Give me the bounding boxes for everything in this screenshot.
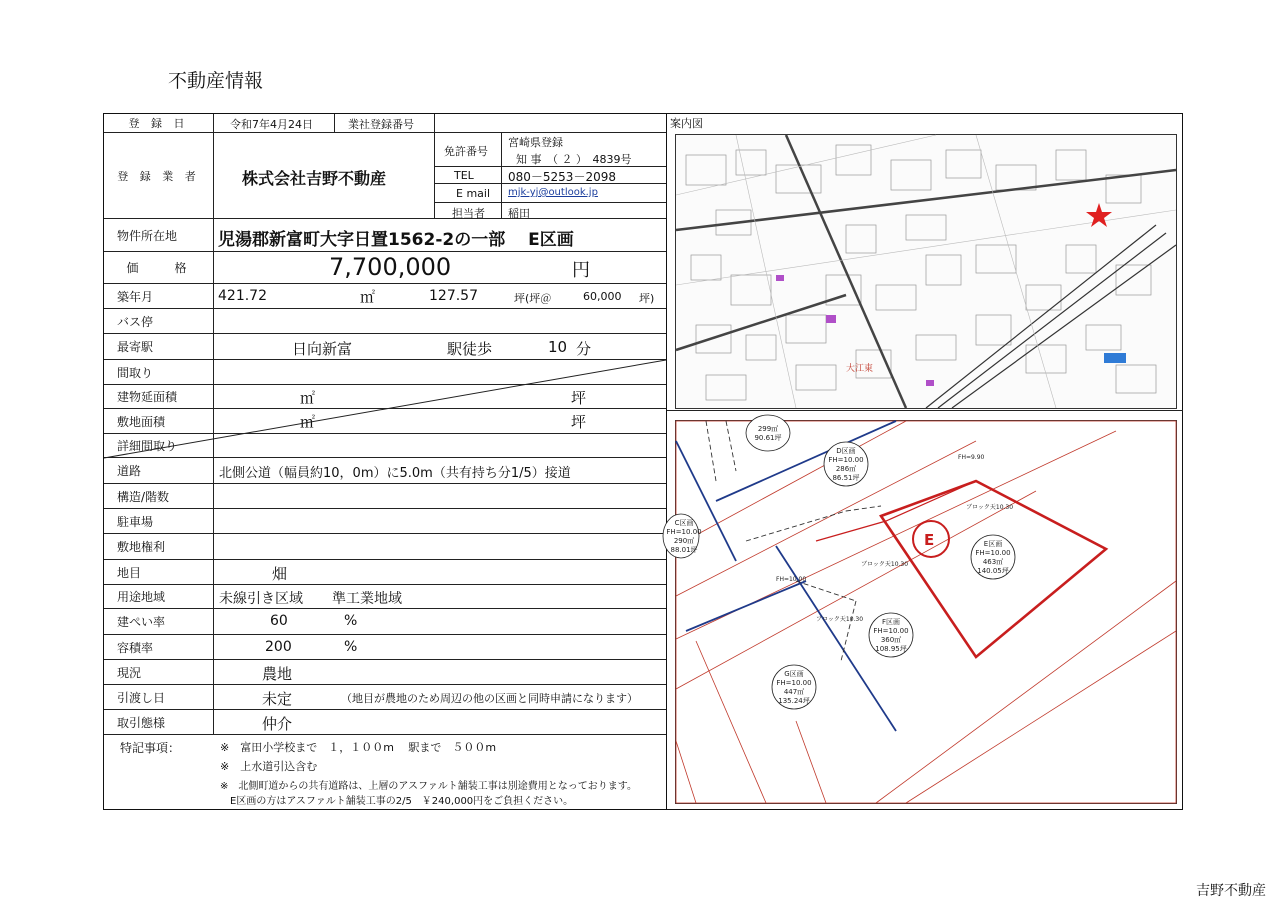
note-item: ※ 北側町道からの共有道路は、上層のアスファルト舗装工事は別途費用となっております。 xyxy=(220,781,637,792)
contact-label: 担当者 xyxy=(452,207,485,220)
floor-sqm-unit: ㎡ xyxy=(300,389,316,407)
price-unit: 円 xyxy=(572,260,590,281)
area-tsubo: 127.57 xyxy=(429,288,478,304)
price-label: 価 格 xyxy=(104,252,214,283)
landcat-value: 畑 xyxy=(272,565,288,583)
plot-plan[interactable] xyxy=(666,420,1177,804)
svg-text:108.95坪: 108.95坪 xyxy=(875,645,907,653)
map-sign: 大江東 xyxy=(846,364,874,374)
agent-label: 登 録 業 者 xyxy=(104,133,214,218)
svg-text:FH=10.00: FH=10.00 xyxy=(828,456,864,464)
notes-section xyxy=(104,735,666,809)
handover-value: 未定 xyxy=(262,690,293,708)
floor-area-label: 建物延面積 xyxy=(104,385,214,408)
svg-text:86.51坪: 86.51坪 xyxy=(832,474,860,482)
email-link[interactable]: mjk-yj@outlook.jp xyxy=(508,187,598,198)
sqm-unit: ㎡ xyxy=(360,288,376,306)
bcr-value: 60 xyxy=(270,613,288,629)
contact-value: 稲田 xyxy=(508,207,530,220)
bus-label: バス停 xyxy=(104,309,214,333)
location-map[interactable] xyxy=(675,134,1177,409)
svg-text:135.24坪: 135.24坪 xyxy=(778,697,810,705)
zoning-value-2: 準工業地域 xyxy=(332,591,402,607)
area-sqm: 421.72 xyxy=(218,288,267,304)
land-sqm-unit: ㎡ xyxy=(300,413,316,431)
bcr-unit: % xyxy=(344,613,358,629)
deal-value: 仲介 xyxy=(262,715,293,733)
tel-label: TEL xyxy=(454,169,474,182)
tsubo-price: 60,000 xyxy=(583,290,622,303)
svg-text:FH=10.00: FH=10.00 xyxy=(873,627,909,635)
structure-label: 構造/階数 xyxy=(104,484,214,508)
svg-text:ブロック天10.30: ブロック天10.30 xyxy=(966,504,1014,511)
note-item: E区画の方はアスファルト舗装工事の2/5 ￥240,000円をご負担ください。 xyxy=(220,796,574,807)
layout-label: 間取り xyxy=(104,360,214,384)
note-item: ※ 上水道引込含む xyxy=(220,760,318,773)
svg-text:FH=10.00: FH=10.00 xyxy=(776,576,807,583)
row-structure xyxy=(104,484,666,509)
svg-text:90.61坪: 90.61坪 xyxy=(754,434,782,442)
handover-note: （地目が農地のため周辺の他の区画と同時申請になります） xyxy=(341,692,638,705)
plot-e-label: E xyxy=(924,531,935,549)
station-value: 日向新富 xyxy=(292,340,353,358)
svg-text:ブロック天10.30: ブロック天10.30 xyxy=(861,561,909,568)
zoning-value-1: 未線引き区域 xyxy=(219,591,303,607)
tsubo-end: 坪) xyxy=(639,292,655,305)
notes-label: 特記事項： xyxy=(120,741,181,755)
status-label: 現況 xyxy=(104,660,214,684)
location-label: 物件所在地 xyxy=(104,219,214,251)
road-value: 北側公道（幅員約10，0m）に5.0m（共有持ち分1/5）接道 xyxy=(219,466,571,481)
page-title: 不動産情報 xyxy=(168,70,264,92)
status-value: 農地 xyxy=(262,665,293,683)
far-unit: % xyxy=(344,639,358,655)
reg-no-label: 業社登録番号 xyxy=(348,118,414,131)
walk-label: 駅徒歩 xyxy=(447,340,493,358)
license-label: 免許番号 xyxy=(444,145,488,158)
svg-text:C区画: C区画 xyxy=(674,519,694,527)
row-road xyxy=(104,458,666,484)
row-far xyxy=(104,635,666,660)
zoning-label: 用途地域 xyxy=(104,585,214,608)
note-item: ※ 富田小学校まで １，１００m 駅まで ５００m xyxy=(220,741,497,754)
svg-text:FH=10.00: FH=10.00 xyxy=(666,528,702,536)
land-area-label: 敷地面積 xyxy=(104,409,214,433)
svg-text:D区画: D区画 xyxy=(836,447,856,455)
row-landcat xyxy=(104,560,666,585)
handover-label: 引渡し日 xyxy=(104,685,214,709)
strike-line xyxy=(104,114,666,464)
land-tsubo-unit: 坪 xyxy=(571,413,587,431)
price-value: 7,700,000 xyxy=(329,253,452,281)
license-line2: 知 事 （ ２ ） 4839号 xyxy=(516,153,632,166)
svg-text:463㎡: 463㎡ xyxy=(982,558,1004,566)
bcr-label: 建ぺい率 xyxy=(104,609,214,634)
svg-text:140.05坪: 140.05坪 xyxy=(977,567,1009,575)
row-bcr xyxy=(104,609,666,635)
detail-label: 詳細間取り xyxy=(104,434,214,457)
far-value: 200 xyxy=(265,639,292,655)
reg-date-label: 登 録 日 xyxy=(104,114,214,132)
reg-date-value: 令和7年4月24日 xyxy=(230,118,313,131)
floor-tsubo-unit: 坪 xyxy=(571,389,587,407)
company-name: 株式会社吉野不動産 xyxy=(242,169,387,188)
tel-value: 080－5253－2098 xyxy=(508,170,616,184)
map-column xyxy=(666,114,1182,809)
svg-text:FH=10.00: FH=10.00 xyxy=(975,549,1011,557)
landcat-label: 地目 xyxy=(104,560,214,584)
footer-company: 吉野不動産 xyxy=(1196,883,1266,899)
row-zoning xyxy=(104,585,666,609)
svg-text:88.01坪: 88.01坪 xyxy=(670,546,698,554)
row-deal xyxy=(104,710,666,735)
walk-minutes: 10 xyxy=(548,338,568,356)
svg-text:E区画: E区画 xyxy=(983,540,1003,548)
tsubo-text: 坪(坪＠ xyxy=(514,292,552,305)
svg-text:FH=10.00: FH=10.00 xyxy=(776,679,812,687)
row-status xyxy=(104,660,666,685)
far-label: 容積率 xyxy=(104,635,214,659)
map-label: 案内図 xyxy=(670,117,703,130)
rights-label: 敷地権利 xyxy=(104,534,214,559)
property-sheet xyxy=(103,113,1183,810)
area-label: 築年月 xyxy=(104,284,214,308)
row-handover xyxy=(104,685,666,710)
svg-text:447㎡: 447㎡ xyxy=(783,688,805,696)
row-rights xyxy=(104,534,666,560)
svg-text:299㎡: 299㎡ xyxy=(757,425,779,433)
svg-text:286㎡: 286㎡ xyxy=(835,465,857,473)
road-label: 道路 xyxy=(104,458,214,483)
email-label: E mail xyxy=(456,187,491,200)
svg-text:G区画: G区画 xyxy=(784,670,804,678)
svg-text:360㎡: 360㎡ xyxy=(880,636,902,644)
svg-text:F区画: F区画 xyxy=(881,618,901,626)
svg-text:ブロック天10.30: ブロック天10.30 xyxy=(816,616,864,623)
row-parking xyxy=(104,509,666,534)
station-label: 最寄駅 xyxy=(104,334,214,359)
deal-label: 取引態様 xyxy=(104,710,214,734)
license-line1: 宮崎県登録 xyxy=(508,136,563,149)
location-value: 児湯郡新富町大字日置1562-2の一部 E区画 xyxy=(218,230,574,250)
svg-text:FH=9.90: FH=9.90 xyxy=(958,454,985,461)
parking-label: 駐車場 xyxy=(104,509,214,533)
walk-unit: 分 xyxy=(576,340,592,358)
svg-text:290㎡: 290㎡ xyxy=(673,537,695,545)
